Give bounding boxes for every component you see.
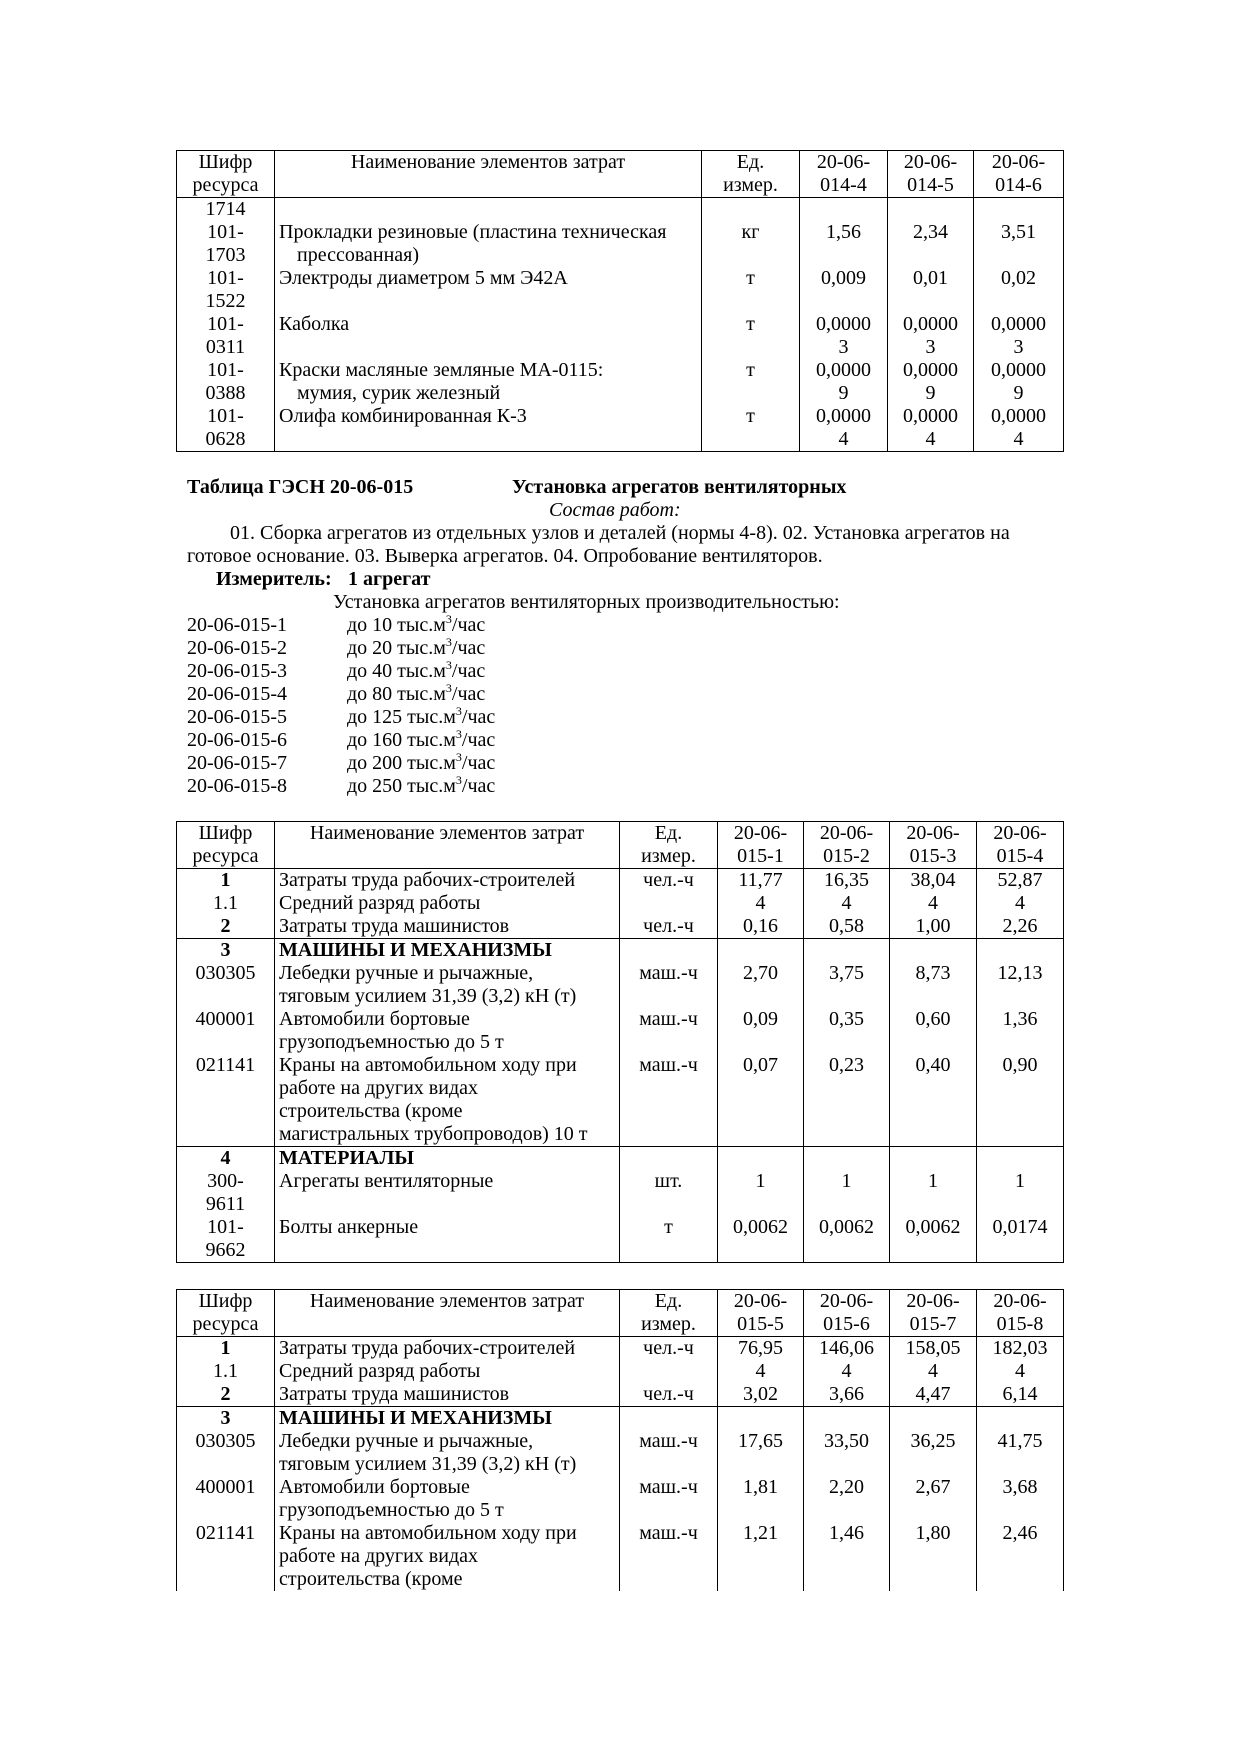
- value-cell: 2,34: [888, 221, 974, 267]
- header-code: Шифр ресурса: [177, 822, 275, 869]
- value-cell: 0,0062: [718, 1216, 804, 1263]
- resource-code: 400001: [177, 1008, 275, 1054]
- table-row: [177, 1216, 1064, 1263]
- table-row: [177, 1008, 1064, 1054]
- value-cell: 0,60: [890, 1008, 977, 1054]
- value-cell: 4: [718, 1360, 804, 1383]
- resource-unit: чел.-ч: [620, 1383, 718, 1407]
- meter-value: 1 агрегат: [348, 568, 431, 590]
- resource-code: 3: [177, 939, 275, 963]
- resource-name: Средний разряд работы: [275, 892, 620, 915]
- resource-name: Затраты труда рабочих-строителей: [275, 1337, 620, 1361]
- table-title: Установка агрегатов вентиляторных: [512, 476, 847, 498]
- resource-code: 2: [177, 1383, 275, 1407]
- resource-unit: т: [702, 267, 800, 313]
- value-cell: 0,0062: [890, 1216, 977, 1263]
- table-row: [177, 198, 1064, 222]
- value-cell: 0,0000 9: [800, 359, 888, 405]
- table-row: [177, 962, 1064, 1008]
- table-row: [177, 1476, 1064, 1522]
- header-unit: Ед. измер.: [620, 1290, 718, 1337]
- section-title: МАШИНЫ И МЕХАНИЗМЫ: [275, 1407, 620, 1431]
- value-cell: 0,0000 9: [974, 359, 1064, 405]
- resource-name: Каболка: [275, 313, 702, 359]
- value-cell: 0,0000 3: [888, 313, 974, 359]
- value-cell: 0,07: [718, 1054, 804, 1147]
- resource-code: 021141: [177, 1054, 275, 1147]
- value-cell: 2,20: [804, 1476, 890, 1522]
- table-row: [177, 221, 1064, 267]
- value-cell: 0,02: [974, 267, 1064, 313]
- resource-unit: кг: [702, 221, 800, 267]
- table-row: [177, 1170, 1064, 1216]
- value-cell: 0,0000 3: [800, 313, 888, 359]
- value-cell: 3,02: [718, 1383, 804, 1407]
- work-line-2: готовое основание. 03. Выверка агрегатов. 04. Опробование вентиляторов.: [187, 545, 823, 567]
- header-col-2: 20-06- 015-2: [804, 822, 890, 869]
- value-cell: 2,46: [977, 1522, 1064, 1591]
- resource-name: Затраты труда машинистов: [275, 1383, 620, 1407]
- header-col-3: 20-06- 014-6: [974, 151, 1064, 198]
- variant-desc: до 40 $тыс.м^3$/час: [347, 658, 486, 682]
- resource-name: Краски масляные земляные МА-0115: мумия, сурик железный: [275, 359, 702, 405]
- resource-code: 030305: [177, 1430, 275, 1476]
- header-col-4: 20-06- 015-8: [977, 1290, 1064, 1337]
- value-cell: 33,50: [804, 1430, 890, 1476]
- resource-unit: маш.-ч: [620, 1476, 718, 1522]
- value-cell: 0,01: [888, 267, 974, 313]
- header-code: Шифр ресурса: [177, 151, 275, 198]
- value-cell: 3,51: [974, 221, 1064, 267]
- resource-unit: чел.-ч: [620, 915, 718, 939]
- resource-unit: маш.-ч: [620, 1430, 718, 1476]
- resource-name: Болты анкерные: [275, 1216, 620, 1263]
- value-cell: 1: [890, 1170, 977, 1216]
- resource-unit: шт.: [620, 1170, 718, 1216]
- value-cell: 1,00: [890, 915, 977, 939]
- value-cell: 1,46: [804, 1522, 890, 1591]
- header-col-3: 20-06- 015-3: [890, 822, 977, 869]
- resource-name: Лебедки ручные и рычажные, тяговым усилием 31,39 (3,2) кН (т): [275, 962, 620, 1008]
- value-cell: 0,58: [804, 915, 890, 939]
- resource-table-015-b: [176, 1289, 1064, 1591]
- meter-label: Измеритель:: [216, 568, 332, 590]
- section-row-materials: [177, 1147, 1064, 1171]
- resource-unit: т: [702, 359, 800, 405]
- value-cell: 4: [977, 1360, 1064, 1383]
- header-unit: Ед. измер.: [620, 822, 718, 869]
- header-col-2: 20-06- 015-6: [804, 1290, 890, 1337]
- resource-name: Прокладки резиновые (пластина техническая прессованная): [275, 221, 702, 267]
- resource-name: Автомобили бортовые грузоподъемностью до 5 т: [275, 1476, 620, 1522]
- value-cell: 1,56: [800, 221, 888, 267]
- header-unit: Ед. измер.: [702, 151, 800, 198]
- value-cell: 0,90: [977, 1054, 1064, 1147]
- table-row: [177, 869, 1064, 893]
- header-name: Наименование элементов затрат: [275, 151, 702, 198]
- variant-desc: до 20 $тыс.м^3$/час: [347, 635, 486, 659]
- value-cell: 36,25: [890, 1430, 977, 1476]
- value-cell: 158,05: [890, 1337, 977, 1361]
- resource-code: 1.1: [177, 1360, 275, 1383]
- variant-desc: до 10 $тыс.м^3$/час: [347, 612, 486, 636]
- resource-code: 101- 9662: [177, 1216, 275, 1263]
- resource-code: 101- 0311: [177, 313, 275, 359]
- value-cell: 3,66: [804, 1383, 890, 1407]
- resource-name: Электроды диаметром 5 мм Э42А: [275, 267, 702, 313]
- resource-unit: маш.-ч: [620, 962, 718, 1008]
- value-cell: 76,95: [718, 1337, 804, 1361]
- variant-desc: до 200 $тыс.м^3$/час: [347, 750, 496, 774]
- value-cell: 0,35: [804, 1008, 890, 1054]
- resource-name: Агрегаты вентиляторные: [275, 1170, 620, 1216]
- resource-unit: т: [702, 313, 800, 359]
- variants-heading: Установка агрегатов вентиляторных производительностью:: [333, 591, 840, 613]
- table-row: [177, 313, 1064, 359]
- header-name: Наименование элементов затрат: [275, 822, 620, 869]
- work-line-1: 01. Сборка агрегатов из отдельных узлов и деталей (нормы 4-8). 02. Установка агрегатов на: [230, 522, 1010, 544]
- variant-code: 20-06-015-3: [187, 660, 287, 682]
- table-row: [177, 1337, 1064, 1361]
- resource-name: Олифа комбинированная К-3: [275, 405, 702, 452]
- code-fragment: 1714: [177, 198, 275, 222]
- value-cell: 4: [718, 892, 804, 915]
- resource-name: Средний разряд работы: [275, 1360, 620, 1383]
- table-label: Таблица ГЭСН 20-06-015: [187, 476, 414, 498]
- resource-code: 021141: [177, 1522, 275, 1591]
- table-row: [177, 267, 1064, 313]
- header-name: Наименование элементов затрат: [275, 1290, 620, 1337]
- value-cell: 6,14: [977, 1383, 1064, 1407]
- variant-desc: до 125 $тыс.м^3$/час: [347, 704, 496, 728]
- value-cell: 4,47: [890, 1383, 977, 1407]
- resource-code: 030305: [177, 962, 275, 1008]
- variant-code: 20-06-015-6: [187, 729, 287, 751]
- resource-name: Лебедки ручные и рычажные, тяговым усилием 31,39 (3,2) кН (т): [275, 1430, 620, 1476]
- value-cell: 12,13: [977, 962, 1064, 1008]
- value-cell: 0,40: [890, 1054, 977, 1147]
- value-cell: 1: [804, 1170, 890, 1216]
- value-cell: 2,26: [977, 915, 1064, 939]
- value-cell: 38,04: [890, 869, 977, 893]
- table-row: [177, 915, 1064, 939]
- variant-desc: до 250 $тыс.м^3$/час: [347, 773, 496, 797]
- value-cell: 4: [804, 1360, 890, 1383]
- work-heading: Состав работ:: [549, 499, 681, 521]
- header-code: Шифр ресурса: [177, 1290, 275, 1337]
- value-cell: 8,73: [890, 962, 977, 1008]
- table-header-row: [177, 1290, 1064, 1337]
- value-cell: 4: [804, 892, 890, 915]
- resource-name: Краны на автомобильном ходу при работе на других видах строительства (кроме: [275, 1522, 620, 1591]
- table-row: [177, 1360, 1064, 1383]
- resource-name: Затраты труда рабочих-строителей: [275, 869, 620, 893]
- variant-code: 20-06-015-2: [187, 637, 287, 659]
- resource-code: 1: [177, 869, 275, 893]
- value-cell: 4: [890, 892, 977, 915]
- resource-unit: т: [620, 1216, 718, 1263]
- value-cell: 41,75: [977, 1430, 1064, 1476]
- value-cell: 1,81: [718, 1476, 804, 1522]
- table-row: [177, 405, 1064, 452]
- header-col-1: 20-06- 015-5: [718, 1290, 804, 1337]
- header-col-1: 20-06- 014-4: [800, 151, 888, 198]
- resource-code: 1: [177, 1337, 275, 1361]
- value-cell: 3,68: [977, 1476, 1064, 1522]
- variant-code: 20-06-015-8: [187, 775, 287, 797]
- section-row-machines: [177, 939, 1064, 963]
- section-title: МАШИНЫ И МЕХАНИЗМЫ: [275, 939, 620, 963]
- resource-unit: т: [702, 405, 800, 452]
- section-row-machines: [177, 1407, 1064, 1431]
- resource-table-015-a: [176, 821, 1064, 1263]
- resource-unit: маш.-ч: [620, 1008, 718, 1054]
- resource-code: 101- 0628: [177, 405, 275, 452]
- resource-code: 101- 0388: [177, 359, 275, 405]
- variant-code: 20-06-015-7: [187, 752, 287, 774]
- resource-code: 101- 1703: [177, 221, 275, 267]
- value-cell: 0,0000 4: [888, 405, 974, 452]
- value-cell: 17,65: [718, 1430, 804, 1476]
- variant-code: 20-06-015-4: [187, 683, 287, 705]
- resource-name: Затраты труда машинистов: [275, 915, 620, 939]
- value-cell: 3,75: [804, 962, 890, 1008]
- table-row: [177, 1522, 1064, 1591]
- value-cell: 1,36: [977, 1008, 1064, 1054]
- value-cell: 0,0000 4: [800, 405, 888, 452]
- value-cell: 146,06: [804, 1337, 890, 1361]
- table-row: [177, 892, 1064, 915]
- table-header-row: [177, 151, 1064, 198]
- value-cell: 182,03: [977, 1337, 1064, 1361]
- section-title: МАТЕРИАЛЫ: [275, 1147, 620, 1171]
- value-cell: 0,0000 9: [888, 359, 974, 405]
- table-row: [177, 1054, 1064, 1147]
- resource-code: 4: [177, 1147, 275, 1171]
- value-cell: 0,0000 4: [974, 405, 1064, 452]
- resource-code: 2: [177, 915, 275, 939]
- value-cell: 0,0174: [977, 1216, 1064, 1263]
- value-cell: 2,70: [718, 962, 804, 1008]
- resource-code: 1.1: [177, 892, 275, 915]
- resource-name: Автомобили бортовые грузоподъемностью до 5 т: [275, 1008, 620, 1054]
- table-row: [177, 1383, 1064, 1407]
- resource-table-014: [176, 150, 1064, 452]
- variant-desc: до 80 $тыс.м^3$/час: [347, 681, 486, 705]
- value-cell: 0,009: [800, 267, 888, 313]
- resource-name: Краны на автомобильном ходу при работе на других видах строительства (кроме магистральных трубопроводов) 10 т: [275, 1054, 620, 1147]
- value-cell: 1: [977, 1170, 1064, 1216]
- resource-unit: маш.-ч: [620, 1522, 718, 1591]
- header-col-3: 20-06- 015-7: [890, 1290, 977, 1337]
- value-cell: 11,77: [718, 869, 804, 893]
- resource-unit: маш.-ч: [620, 1054, 718, 1147]
- header-col-4: 20-06- 015-4: [977, 822, 1064, 869]
- header-col-2: 20-06- 014-5: [888, 151, 974, 198]
- table-row: [177, 359, 1064, 405]
- table-header-row: [177, 822, 1064, 869]
- header-col-1: 20-06- 015-1: [718, 822, 804, 869]
- value-cell: 0,0000 3: [974, 313, 1064, 359]
- value-cell: 1,21: [718, 1522, 804, 1591]
- resource-code: 3: [177, 1407, 275, 1431]
- value-cell: 4: [890, 1360, 977, 1383]
- table-row: [177, 1430, 1064, 1476]
- value-cell: 2,67: [890, 1476, 977, 1522]
- value-cell: 16,35: [804, 869, 890, 893]
- variant-code: 20-06-015-5: [187, 706, 287, 728]
- resource-unit: чел.-ч: [620, 1337, 718, 1361]
- variant-code: 20-06-015-1: [187, 614, 287, 636]
- resource-unit: чел.-ч: [620, 869, 718, 893]
- value-cell: 1: [718, 1170, 804, 1216]
- resource-code: 300- 9611: [177, 1170, 275, 1216]
- variant-desc: до 160 $тыс.м^3$/час: [347, 727, 496, 751]
- value-cell: 52,87: [977, 869, 1064, 893]
- value-cell: 1,80: [890, 1522, 977, 1591]
- value-cell: 0,0062: [804, 1216, 890, 1263]
- value-cell: 0,16: [718, 915, 804, 939]
- value-cell: 0,23: [804, 1054, 890, 1147]
- resource-code: 400001: [177, 1476, 275, 1522]
- resource-code: 101- 1522: [177, 267, 275, 313]
- value-cell: 4: [977, 892, 1064, 915]
- value-cell: 0,09: [718, 1008, 804, 1054]
